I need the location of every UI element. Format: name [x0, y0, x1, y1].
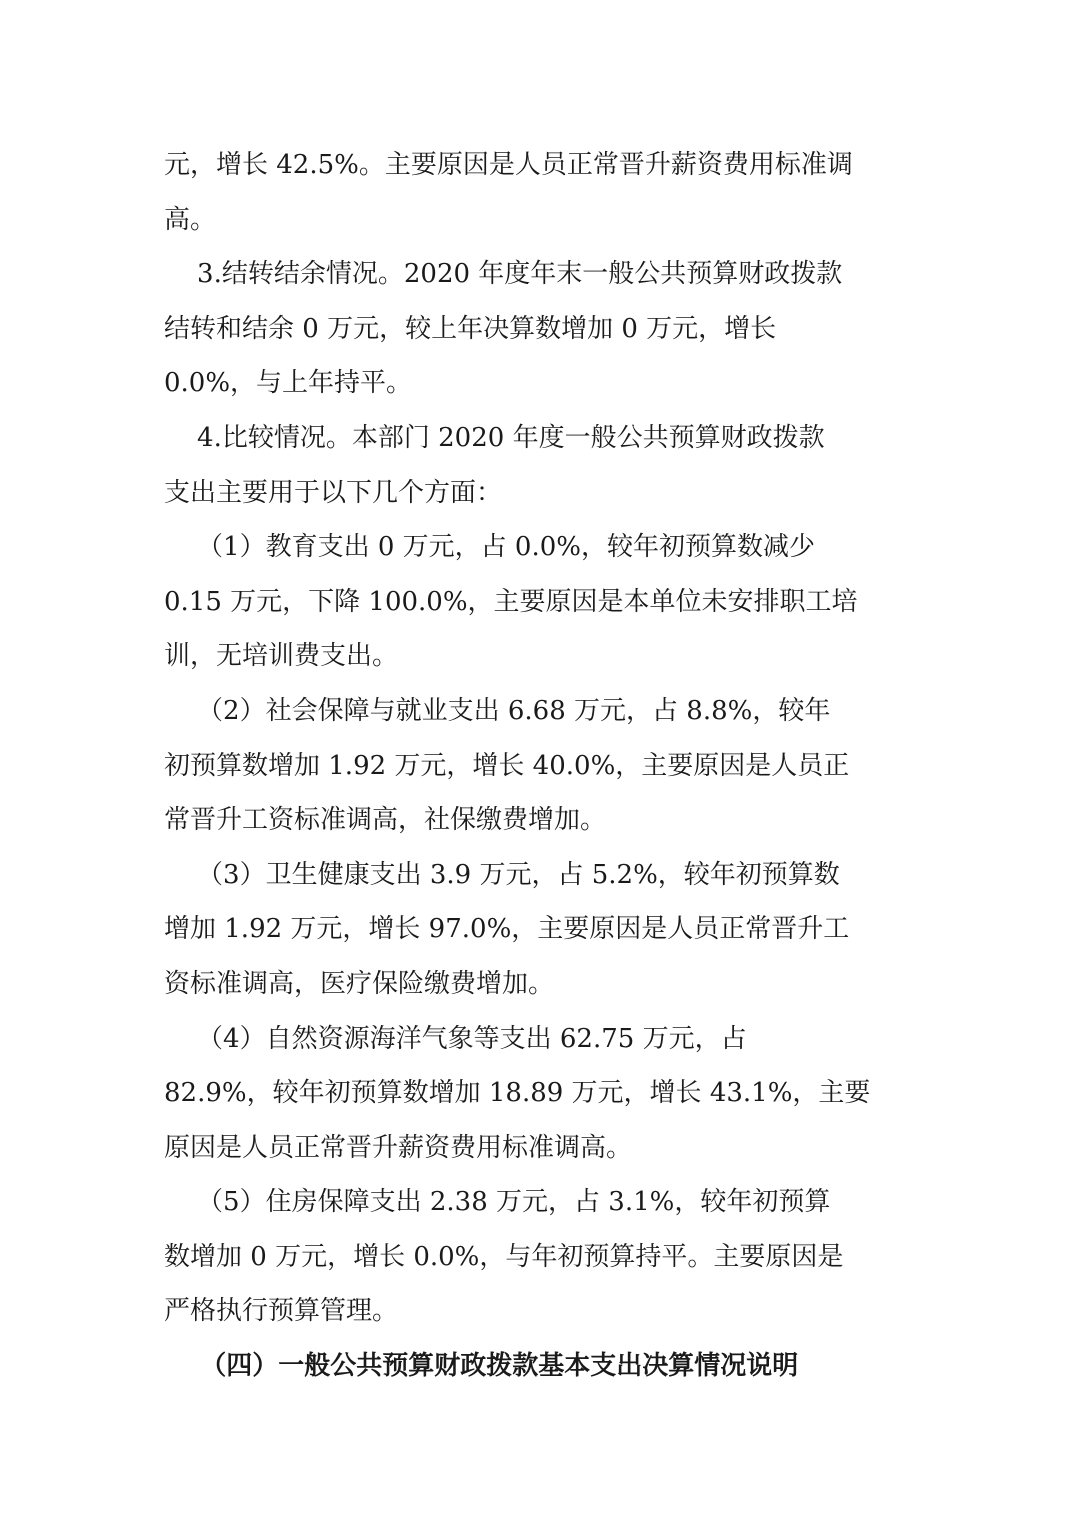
text-line: 0.15 万元，下降 100.0%，主要原因是本单位未安排职工培 — [164, 586, 858, 617]
text-line: 4.比较情况。本部门 2020 年度一般公共预算财政拨款 — [164, 422, 825, 453]
text-line: 严格执行预算管理。 — [164, 1296, 399, 1327]
text-line: （2）社会保障与就业支出 6.68 万元，占 8.8%，较年 — [164, 695, 831, 726]
text-line: 数增加 0 万元，增长 0.0%，与年初预算持平。主要原因是 — [164, 1241, 844, 1272]
text-line: （3）卫生健康支出 3.9 万元，占 5.2%，较年初预算数 — [164, 859, 840, 890]
text-line: 资标准调高，医疗保险缴费增加。 — [164, 968, 555, 999]
text-line: （4）自然资源海洋气象等支出 62.75 万元，占 — [164, 1023, 747, 1054]
text-line: 增加 1.92 万元，增长 97.0%，主要原因是人员正常晋升工 — [164, 914, 850, 945]
text-line: 结转和结余 0 万元，较上年决算数增加 0 万元，增长 — [164, 313, 777, 344]
text-line: 常晋升工资标准调高，社保缴费增加。 — [164, 805, 607, 836]
text-line: （5）住房保障支出 2.38 万元，占 3.1%，较年初预算 — [164, 1187, 831, 1218]
text-line: 支出主要用于以下几个方面： — [164, 477, 503, 508]
text-line: 82.9%，较年初预算数增加 18.89 万元，增长 43.1%，主要 — [164, 1078, 871, 1109]
text-line: （1）教育支出 0 万元，占 0.0%，较年初预算数减少 — [164, 532, 815, 563]
text-line: 3.结转结余情况。2020 年度年末一般公共预算财政拨款 — [164, 259, 843, 290]
document-body — [164, 138, 924, 1394]
text-line: 元，增长 42.5%。主要原因是人员正常晋升薪资费用标准调 — [164, 150, 853, 180]
text-line: 初预算数增加 1.92 万元，增长 40.0%，主要原因是人员正 — [164, 750, 850, 781]
text-line: 训，无培训费支出。 — [164, 641, 399, 672]
section-heading: （四）一般公共预算财政拨款基本支出决算情况说明 — [164, 1351, 799, 1382]
text-line: 0.0%，与上年持平。 — [164, 368, 413, 399]
text-line: 高。 — [164, 204, 217, 235]
text-line: 原因是人员正常晋升薪资费用标准调高。 — [164, 1132, 633, 1163]
